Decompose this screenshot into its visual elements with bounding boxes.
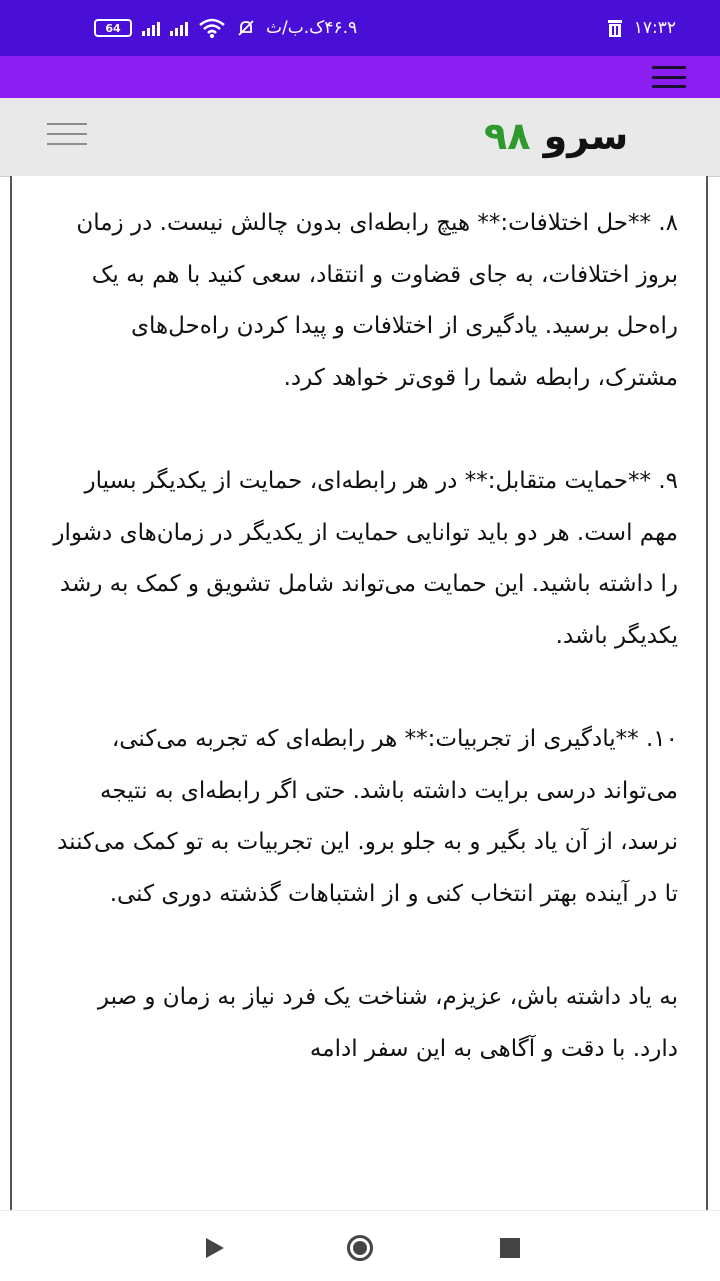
battery-icon	[94, 19, 132, 37]
battery-level: 64	[105, 21, 121, 35]
status-time: ۱۷:۳۲	[633, 18, 676, 38]
paragraph-10: ۱۰. **یادگیری از تجربیات:** هر رابطه‌ای که تجربه می‌کنی، می‌تواند درسی برایت داشته باشد. حتی اگر رابطه‌ای به نتیجه نرسد، از آن یاد بگیر و به جلو برو. این تجربیات به تو کمک می‌کنند تا در آینده بهتر انتخاب کنی و از اشتباهات گذشته دوری کنی.	[57, 726, 678, 907]
status-left	[94, 14, 357, 42]
paragraph-9: ۹. **حمایت متقابل:** در هر رابطه‌ای، حمایت از یکدیگر بسیار مهم است. هر دو باید توانایی حمایت از یکدیگر در زمان‌های دشوار را داشته باشید. این حمایت می‌تواند شامل تشویق و کمک به رشد یکدیگر باشد.	[53, 468, 678, 649]
status-right	[606, 14, 676, 42]
mute-bell-icon	[236, 18, 256, 38]
paragraph-closing: به یاد داشته باش، عزیزم، شناخت یک فرد نیاز به زمان و صبر دارد. با دقت و آگاهی به این سفر ادامه	[97, 984, 678, 1062]
site-menu-icon[interactable]	[47, 123, 87, 145]
article-body	[12, 176, 706, 1075]
signal-2-icon	[170, 20, 188, 36]
logo-number: ۹۸	[484, 114, 531, 158]
site-logo[interactable]	[484, 114, 628, 158]
system-nav-bar	[0, 1210, 720, 1281]
home-icon	[347, 1235, 373, 1261]
wifi-icon	[198, 17, 226, 39]
home-button[interactable]	[345, 1233, 375, 1263]
recents-icon	[500, 1238, 520, 1258]
status-bar	[0, 0, 720, 56]
back-button[interactable]	[200, 1233, 230, 1263]
trash-icon	[606, 18, 624, 38]
signal-icon	[142, 20, 160, 36]
play-back-icon	[206, 1238, 224, 1258]
logo-word: سرو	[543, 114, 629, 158]
app-bar	[0, 56, 720, 98]
paragraph-8: ۸. **حل اختلافات:** هیچ رابطه‌ای بدون چالش نیست. در زمان بروز اختلافات، به جای قضاوت و انتقاد، سعی کنید با هم به یک راه‌حل برسید. یادگیری از اختلافات و پیدا کردن راه‌حل‌های مشترک، رابطه شما را قوی‌تر خواهد کرد.	[76, 210, 678, 391]
app-menu-icon[interactable]	[652, 66, 686, 88]
recents-button[interactable]	[495, 1233, 525, 1263]
content-frame	[10, 176, 708, 1210]
site-header	[0, 98, 720, 177]
status-date: ۴۶.۹ک.ب/ث	[266, 18, 358, 38]
